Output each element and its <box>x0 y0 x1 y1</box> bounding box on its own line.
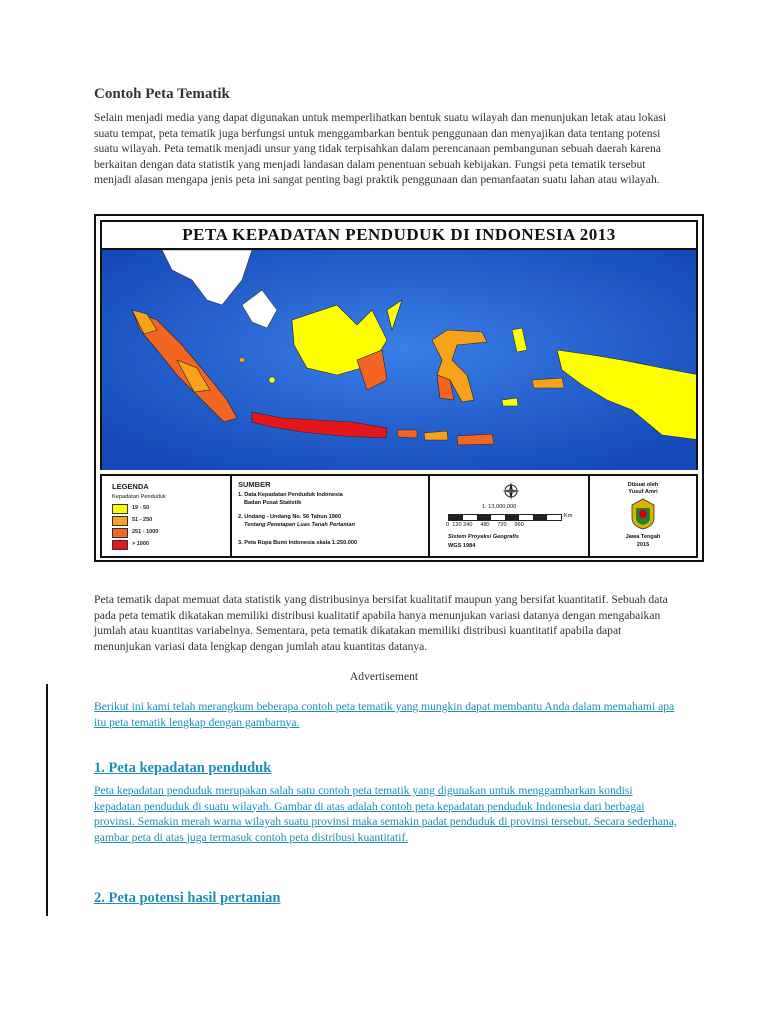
author-place: Jawa Tengah <box>625 534 661 540</box>
left-divider <box>46 684 48 916</box>
compass-icon <box>502 482 520 500</box>
datum-text: WGS 1984 <box>448 543 476 549</box>
legend-swatch-2 <box>112 516 128 526</box>
legend-label-3: 251 - 1000 <box>132 529 159 535</box>
map-info-panel <box>100 474 698 558</box>
provincial-emblem-icon <box>630 498 656 530</box>
scale-box <box>430 476 590 556</box>
section-1-heading[interactable]: 1. Peta kepadatan penduduk <box>94 760 272 776</box>
source-1-detail: Badan Pusat Statistik <box>244 500 302 506</box>
legend-swatch-3 <box>112 528 128 538</box>
sources-title: SUMBER <box>238 480 271 489</box>
article-title: Contoh Peta Tematik <box>94 86 230 102</box>
scale-ticks: 0 120 240 480 720 960 <box>446 522 524 528</box>
distribution-paragraph: Peta tematik dapat memuat data statistik yang distribusinya bersifat kualitatif maupun yang bersifat kuantitatif. Sebuah data pada peta tematik dikatakan memiliki distribusi kualitatif apabila hanya menunjukan variasi datanya dengan mengabaikan jumlah atau kuantitas variabelnya. Sementara, peta tematik dikatakan memiliki distribusi kuantitatif apabila dapat menunjukan variasi data lengkap dengan jumlah atau kuantitas datanya. <box>94 593 668 653</box>
sources-box <box>232 476 430 556</box>
indonesia-map-graphic <box>102 250 698 470</box>
source-2-detail: Tentang Penetapan Luas Tanah Pertanian <box>244 522 355 528</box>
legend-label-4: > 1000 <box>132 541 149 547</box>
source-1: 1. Data Kepadatan Penduduk Indonesia <box>238 492 343 498</box>
population-density-map <box>94 214 704 562</box>
author-year: 2015 <box>636 542 650 548</box>
advertisement-label: Advertisement <box>349 670 419 683</box>
author-box <box>590 476 696 556</box>
scale-ratio: 1: 13,000,000 <box>482 504 517 510</box>
source-2: 2. Undang - Undang No. 56 Tahun 1960 <box>238 514 342 520</box>
legend-label-2: 51 - 250 <box>132 517 153 523</box>
author-label: Dibuat oleh <box>627 482 659 488</box>
legend-title: LEGENDA <box>112 482 149 491</box>
legend-subtitle: Kepadatan Penduduk <box>112 494 166 500</box>
projection-text: Sistem Proyeksi Geografis <box>448 534 519 540</box>
map-area <box>100 250 698 470</box>
legend-label-1: 19 - 50 <box>132 505 150 511</box>
section-2-heading[interactable]: 2. Peta potensi hasil pertanian <box>94 890 281 906</box>
scale-bar <box>448 514 562 521</box>
legend-swatch-1 <box>112 504 128 514</box>
intro-paragraph: Selain menjadi media yang dapat digunakan untuk memperlihatkan bentuk suatu wilayah dan menunjukan letak atau lokasi suatu tempat, peta tematik juga berfungsi untuk menggambarkan bentuk penggunaan dan menyajikan data tentang potensi suatu wilayah. Peta tematik menjadi unsur yang tidak terpisahkan dalam perencanaan pembangunan sebuah daerah karena berkaitan dengan data statistik yang menjadi landasan dalam penentuan sebuah kebijakan. Fungsi peta tematik tersebut menjadi alasan mengapa jenis peta ini sangat penting bagi praktik penggunaan dan pemanfaatan suatu lahan atau wilayah. <box>94 111 667 186</box>
section-1-text-link[interactable]: Peta kepadatan penduduk merupakan salah satu contoh peta tematik yang digunakan untuk menggambarkan kondisi kepadatan penduduk di suatu wilayah. Gambar di atas adalah contoh peta kepadatan penduduk Indonesia dari berbagai provinsi. Semakin merah warna wilayah suatu provinsi maka semakin padat penduduk di provinsi tersebut. Secara sederhana, gambar peta di atas juga termasuk contoh peta distribusi kuantitatif. <box>94 784 677 844</box>
intro-link[interactable]: Berikut ini kami telah merangkum beberapa contoh peta tematik yang mungkin dapat membantu Anda dalam memahami apa itu peta tematik lengkap dengan gambarnya. <box>94 700 675 729</box>
legend-swatch-4 <box>112 540 128 550</box>
map-title: PETA KEPADATAN PENDUDUK DI INDONESIA 2013 <box>100 220 698 250</box>
scale-unit: Km <box>564 513 573 519</box>
legend-box <box>102 476 232 556</box>
author-name: Yusuf Amri <box>628 489 658 495</box>
source-3: 3. Peta Rupa Bumi Indonesia skala 1:250.000 <box>238 540 358 546</box>
